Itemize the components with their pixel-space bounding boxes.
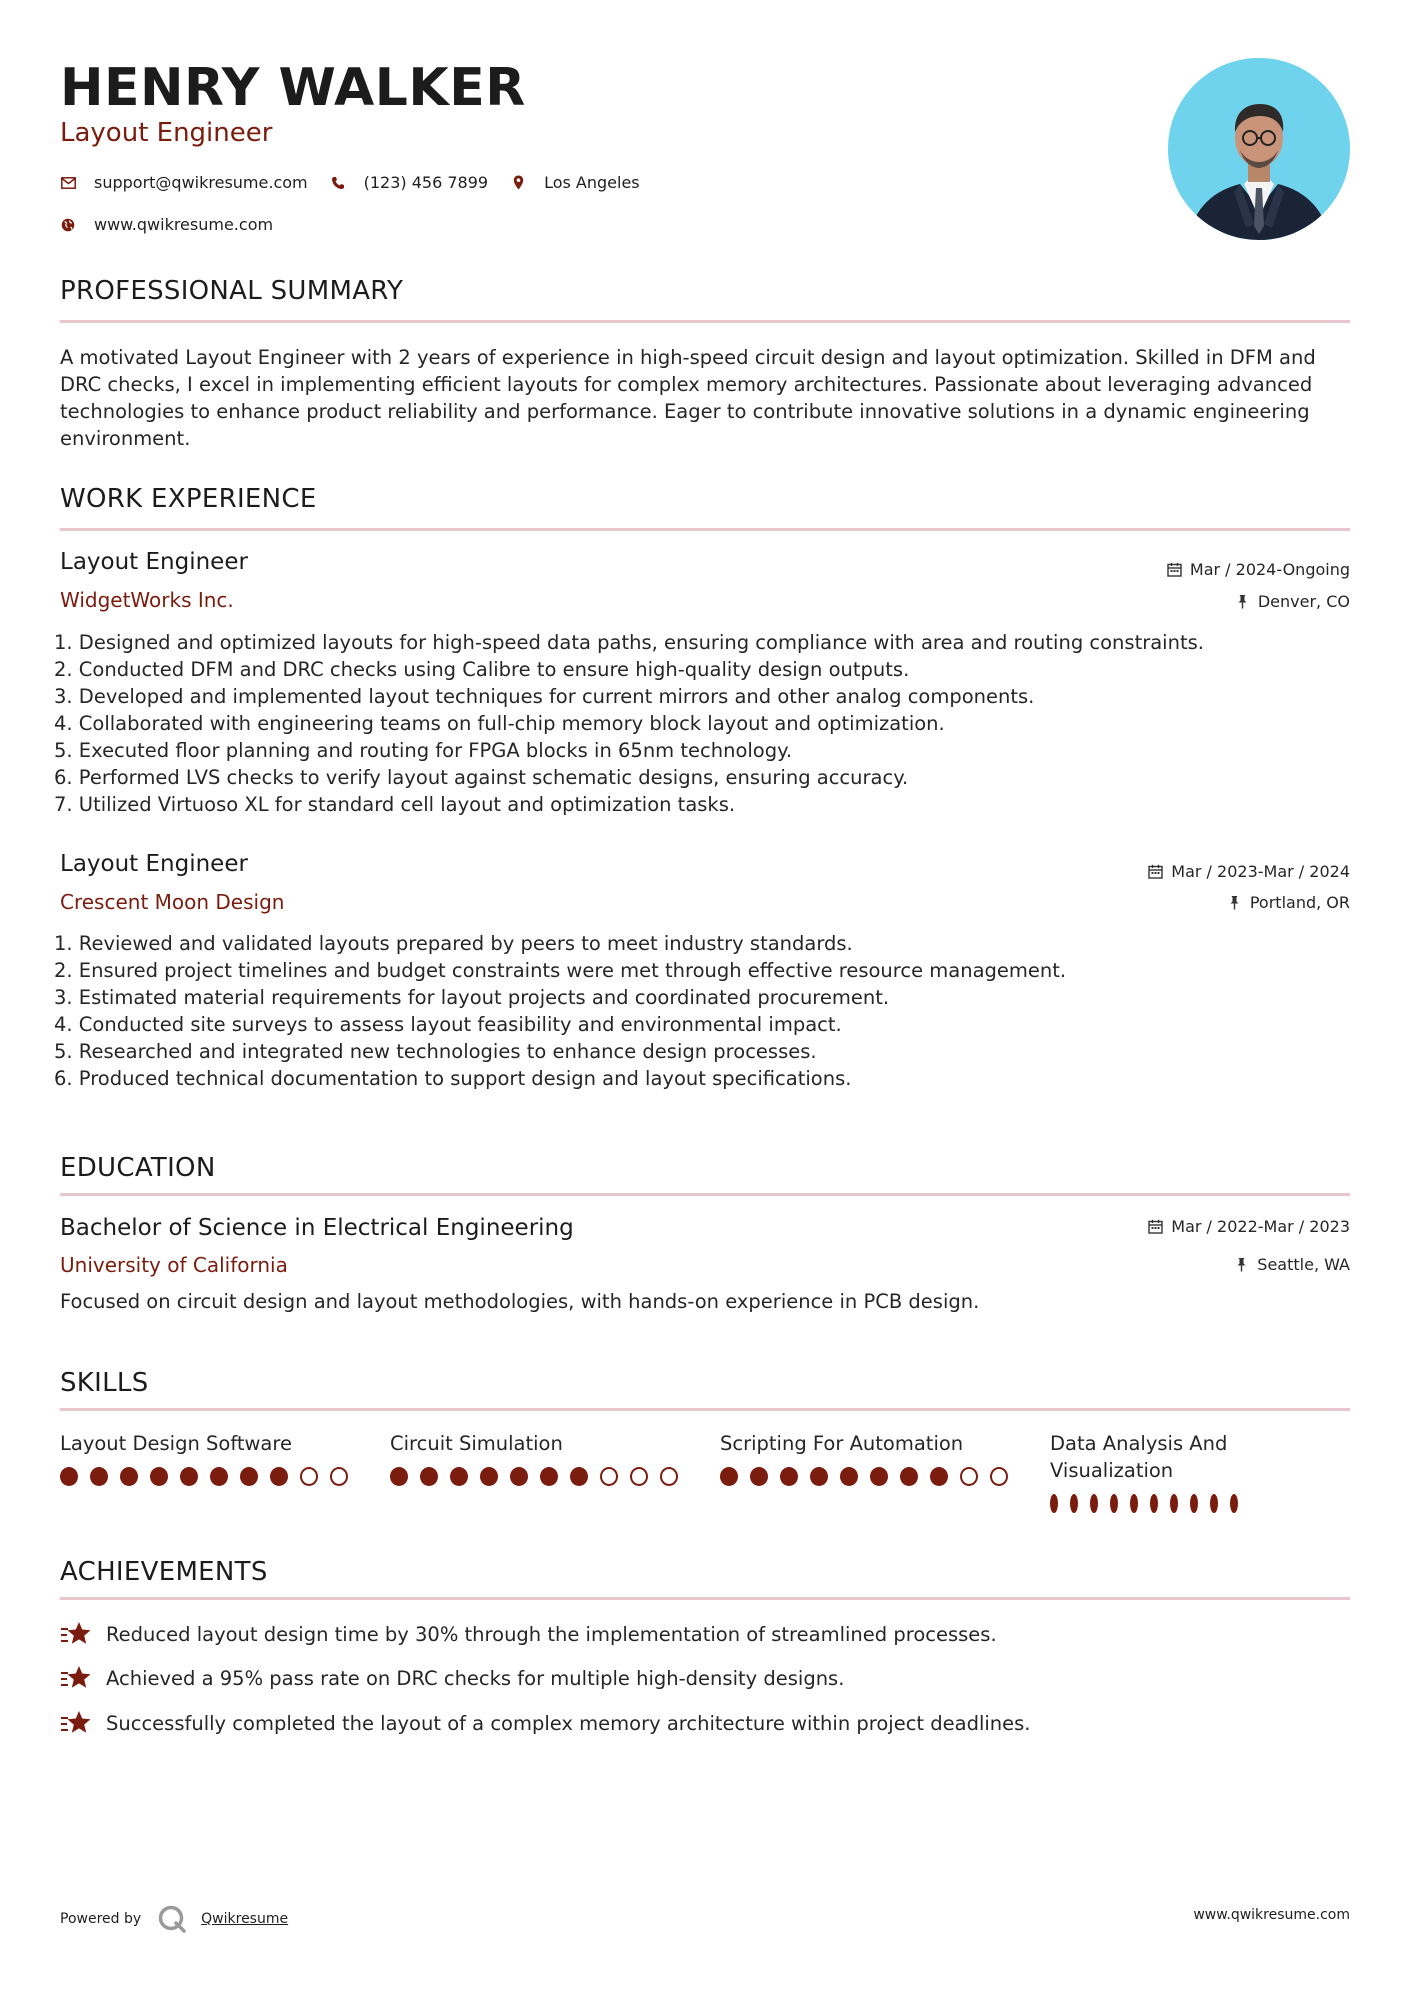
skill-label: Layout Design Software [60, 1432, 292, 1455]
list-item: 2. Conducted DFM and DRC checks using Calibre to ensure high-quality design outputs. [54, 658, 910, 681]
skill-dot-filled [1170, 1494, 1178, 1513]
skill-dot-filled [1190, 1494, 1198, 1513]
envelope-icon [60, 175, 76, 191]
email-text: support@qwikresume.com [94, 173, 308, 192]
job-location [1235, 592, 1350, 611]
skill-dot-filled [780, 1467, 798, 1486]
skill-dot-empty [960, 1467, 978, 1486]
skill-item [390, 1430, 690, 1486]
skill-dot-filled [870, 1467, 888, 1486]
section-divider [60, 320, 1350, 323]
skill-dot-filled [930, 1467, 948, 1486]
skill-dot-filled [540, 1467, 558, 1486]
skill-dot-filled [480, 1467, 498, 1486]
footer-website[interactable]: www.qwikresume.com [1193, 1907, 1350, 1923]
job-dates-text: Mar / 2024-Ongoing [1189, 560, 1350, 579]
list-item: 5. Researched and integrated new technologies to enhance design processes. [54, 1040, 817, 1063]
section-divider [60, 1193, 1350, 1196]
skill-dot-empty [660, 1467, 678, 1486]
candidate-name: HENRY WALKER [60, 58, 526, 118]
skill-dot-filled [510, 1467, 528, 1486]
education-dates [1148, 1217, 1350, 1236]
skill-item [1050, 1430, 1250, 1513]
company-name: WidgetWorks Inc. [60, 588, 234, 612]
skill-dot-filled [1130, 1494, 1138, 1513]
skill-dot-filled [840, 1467, 858, 1486]
star-badge-icon [60, 1620, 92, 1648]
contact-website[interactable] [60, 215, 273, 234]
skill-dot-filled [90, 1467, 108, 1486]
pushpin-icon [1234, 1257, 1249, 1272]
skill-dot-filled [750, 1467, 768, 1486]
skill-dot-filled [60, 1467, 78, 1486]
achievement-item [60, 1620, 997, 1648]
achievement-text: Successfully completed the layout of a complex memory architecture within project deadlines. [106, 1711, 1031, 1735]
contact-phone[interactable] [330, 173, 488, 192]
skill-dot-filled [150, 1467, 168, 1486]
website-text: www.qwikresume.com [94, 215, 274, 234]
pushpin-icon [1227, 895, 1242, 910]
list-item: 6. Produced technical documentation to support design and layout specifications. [54, 1067, 852, 1090]
skill-dot-empty [300, 1467, 318, 1486]
achievement-text: Reduced layout design time by 30% through the implementation of streamlined processes. [106, 1622, 997, 1646]
skill-rating [390, 1467, 690, 1486]
achievement-item [60, 1709, 1031, 1737]
education-location [1234, 1255, 1350, 1274]
skill-dot-filled [120, 1467, 138, 1486]
skill-label: Data Analysis And Visualization [1050, 1432, 1228, 1482]
experience-heading: WORK EXPERIENCE [60, 484, 317, 514]
list-item: 1. Reviewed and validated layouts prepared by peers to meet industry standards. [54, 932, 853, 955]
job-title: Layout Engineer [60, 549, 248, 575]
achievement-text: Achieved a 95% pass rate on DRC checks for multiple high-density designs. [106, 1666, 845, 1690]
calendar-icon [1148, 864, 1163, 879]
degree-title: Bachelor of Science in Electrical Engineering [60, 1215, 574, 1241]
skill-dot-filled [900, 1467, 918, 1486]
list-item: 7. Utilized Virtuoso XL for standard cell layout and optimization tasks. [54, 793, 736, 816]
list-item: 3. Developed and implemented layout techniques for current mirrors and other analog components. [54, 685, 1035, 708]
footer-powered-by [60, 1904, 288, 1934]
company-name: Crescent Moon Design [60, 890, 285, 914]
skill-dot-filled [450, 1467, 468, 1486]
star-badge-icon [60, 1709, 92, 1737]
education-heading: EDUCATION [60, 1153, 216, 1183]
list-item: 4. Collaborated with engineering teams on full-chip memory block layout and optimization. [54, 712, 945, 735]
skill-label: Scripting For Automation [720, 1432, 964, 1455]
job-location-text: Denver, CO [1257, 592, 1350, 611]
powered-by-label: Powered by [60, 1911, 142, 1927]
skill-dot-filled [1150, 1494, 1158, 1513]
section-divider [60, 528, 1350, 531]
skill-dot-filled [270, 1467, 288, 1486]
portrait-image [1168, 58, 1350, 240]
skill-item [720, 1430, 1020, 1486]
contact-email[interactable] [60, 173, 308, 192]
skill-dot-filled [1070, 1494, 1078, 1513]
skill-dot-filled [1230, 1494, 1238, 1513]
skill-dot-filled [1210, 1494, 1218, 1513]
skill-dot-filled [390, 1467, 408, 1486]
section-divider [60, 1597, 1350, 1600]
job-dates [1167, 560, 1350, 579]
list-item: 3. Estimated material requirements for layout projects and coordinated procurement. [54, 986, 890, 1009]
skill-dot-empty [600, 1467, 618, 1486]
skill-dot-filled [180, 1467, 198, 1486]
list-item: 2. Ensured project timelines and budget constraints were met through effective resource management. [54, 959, 1067, 982]
skill-dot-filled [810, 1467, 828, 1486]
job-location [1227, 893, 1350, 912]
job-responsibilities [54, 629, 1354, 818]
contact-location [510, 173, 640, 192]
skill-item [60, 1430, 360, 1486]
candidate-role: Layout Engineer [60, 118, 273, 148]
list-item: 6. Performed LVS checks to verify layout against schematic designs, ensuring accuracy. [54, 766, 909, 789]
education-location-text: Seattle, WA [1257, 1255, 1350, 1274]
education-description: Focused on circuit design and layout methodologies, with hands-on experience in PCB design. [60, 1290, 980, 1313]
skill-dot-empty [630, 1467, 648, 1486]
skill-dot-filled [570, 1467, 588, 1486]
skill-dot-filled [420, 1467, 438, 1486]
job-title: Layout Engineer [60, 851, 248, 877]
summary-heading: PROFESSIONAL SUMMARY [60, 276, 404, 306]
skill-rating [1050, 1494, 1250, 1513]
phone-text: (123) 456 7899 [363, 173, 489, 192]
calendar-icon [1167, 562, 1182, 577]
map-pin-icon [510, 175, 526, 191]
summary-text: A motivated Layout Engineer with 2 years of experience in high-speed circuit design and layout optimization. Skilled in DFM and DRC checks, I excel in implementing efficient layouts for complex memory architectures. Passionate about leveraging advanced technologies to enhance product reliability and performance. Eager to contribute innovative solutions in a dynamic engineering environment. [60, 346, 1316, 450]
list-item: 1. Designed and optimized layouts for high-speed data paths, ensuring compliance with area and routing constraints. [54, 631, 1204, 654]
list-item: 4. Conducted site surveys to assess layout feasibility and environmental impact. [54, 1013, 842, 1036]
achievements-heading: ACHIEVEMENTS [60, 1557, 268, 1587]
achievement-item [60, 1664, 844, 1692]
skill-dot-filled [720, 1467, 738, 1486]
job-responsibilities [54, 930, 1354, 1092]
job-location-text: Portland, OR [1249, 893, 1350, 912]
calendar-icon [1148, 1219, 1163, 1234]
job-dates [1148, 862, 1350, 881]
skill-rating [720, 1467, 1020, 1486]
qwikresume-logo-icon [157, 1904, 187, 1934]
skills-heading: SKILLS [60, 1368, 149, 1398]
school-name: University of California [60, 1253, 288, 1277]
skill-dot-filled [1110, 1494, 1118, 1513]
globe-icon [60, 217, 76, 233]
education-dates-text: Mar / 2022-Mar / 2023 [1171, 1217, 1350, 1236]
skill-dot-filled [210, 1467, 228, 1486]
skill-dot-filled [240, 1467, 258, 1486]
skill-rating [60, 1467, 360, 1486]
contact-row-primary [60, 173, 662, 192]
list-item: 5. Executed floor planning and routing for FPGA blocks in 65nm technology. [54, 739, 793, 762]
phone-icon [330, 175, 346, 191]
contact-row-secondary [60, 215, 295, 234]
skill-dot-filled [1090, 1494, 1098, 1513]
star-badge-icon [60, 1664, 92, 1692]
skill-dot-filled [1050, 1494, 1058, 1513]
location-text: Los Angeles [544, 173, 640, 192]
qwikresume-link[interactable]: Qwikresume [201, 1911, 289, 1927]
job-dates-text: Mar / 2023-Mar / 2024 [1171, 862, 1350, 881]
profile-photo [1168, 58, 1350, 240]
skill-dot-empty [330, 1467, 348, 1486]
skill-label: Circuit Simulation [390, 1432, 563, 1455]
pushpin-icon [1235, 594, 1250, 609]
skill-dot-empty [990, 1467, 1008, 1486]
section-divider [60, 1408, 1350, 1411]
